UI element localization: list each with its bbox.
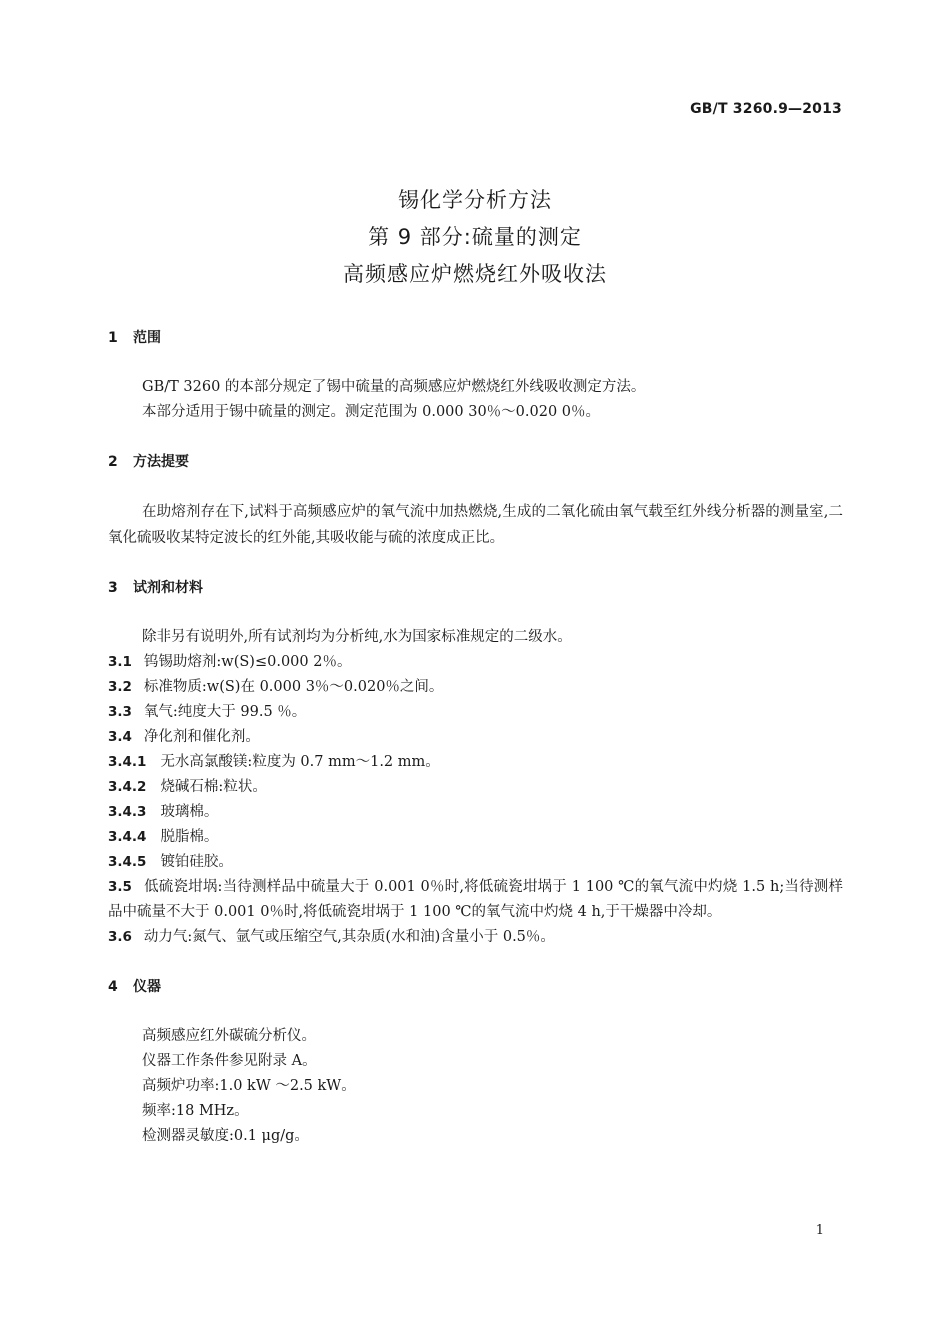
clause-text: 无水高氯酸镁:粒度为 0.7 mm～1.2 mm。 xyxy=(160,754,440,770)
section-title: 范围 xyxy=(133,330,161,346)
scope-line: GB/T 3260 的本部分规定了锡中硫量的高频感应炉燃烧红外线吸收测定方法。 xyxy=(142,379,646,395)
scope-line: 本部分适用于锡中硫量的测定。测定范围为 0.000 30％～0.020 0％。 xyxy=(142,404,601,420)
section-heading-principle xyxy=(108,449,843,475)
reagent-item xyxy=(108,825,843,850)
clause-text: 镀铂硅胶。 xyxy=(160,854,233,870)
clause-number: 3.4.1 xyxy=(108,754,147,770)
title-line-1: 锡化学分析方法 xyxy=(398,188,552,212)
apparatus-line: 高频炉功率:1.0 kW ～2.5 kW。 xyxy=(142,1078,356,1094)
reagent-item xyxy=(108,850,843,875)
section-number: 2 xyxy=(108,454,118,470)
clause-text: 脱脂棉。 xyxy=(160,829,219,845)
clause-number: 3.6 xyxy=(108,929,132,945)
clause-number: 3.4.3 xyxy=(108,804,147,820)
reagent-item xyxy=(108,750,843,775)
standard-number: GB/T 3260.9—2013 xyxy=(690,101,842,117)
section-heading-scope xyxy=(108,325,843,351)
apparatus-line: 高频感应红外碳硫分析仪。 xyxy=(142,1028,316,1044)
clause-text: 低硫瓷坩埚:当待测样品中硫量大于 0.001 0％时,将低硫瓷坩埚于 1 100 ℃的氧气流中灼烧 1.5 h;当待测样品中硫量不大于 0.001 0％时,将低硫瓷坩埚于 1 100 ℃的氧气流中灼烧 4 h,于干燥器中冷却。 xyxy=(108,879,843,920)
reagent-item xyxy=(108,925,843,950)
clause-text: 玻璃棉。 xyxy=(160,804,219,820)
section-title: 试剂和材料 xyxy=(133,580,203,596)
clause-number: 3.2 xyxy=(108,679,132,695)
clause-number: 3.3 xyxy=(108,704,132,720)
section-heading-apparatus xyxy=(108,974,843,1000)
apparatus-line: 仪器工作条件参见附录 A。 xyxy=(142,1053,317,1069)
document-title xyxy=(0,182,950,293)
clause-text: 氧气:纯度大于 99.5 ％。 xyxy=(143,704,307,720)
section-number: 1 xyxy=(108,330,118,346)
apparatus-line: 频率:18 MHz。 xyxy=(142,1103,249,1119)
section-number: 3 xyxy=(108,580,118,596)
section-number: 4 xyxy=(108,979,118,995)
clause-text: 烧碱石棉:粒状。 xyxy=(160,779,267,795)
reagents-intro: 除非另有说明外,所有试剂均为分析纯,水为国家标准规定的二级水。 xyxy=(142,629,572,645)
clause-number: 3.4 xyxy=(108,729,132,745)
clause-text: 标准物质:w(S)在 0.000 3％～0.020％之间。 xyxy=(143,679,444,695)
document-body xyxy=(108,325,843,1149)
reagent-item xyxy=(108,650,843,675)
reagent-item xyxy=(108,700,843,725)
title-line-2: 第 9 部分:硫量的测定 xyxy=(368,225,582,249)
page-number: 1 xyxy=(815,1223,824,1238)
clause-number: 3.4.4 xyxy=(108,829,147,845)
apparatus-line: 检测器灵敏度:0.1 μg/g。 xyxy=(142,1128,309,1144)
title-line-3: 高频感应炉燃烧红外吸收法 xyxy=(343,262,607,286)
clause-number: 3.4.2 xyxy=(108,779,147,795)
reagent-item xyxy=(108,800,843,825)
clause-number: 3.1 xyxy=(108,654,132,670)
clause-text: 净化剂和催化剂。 xyxy=(143,729,260,745)
reagent-item xyxy=(108,725,843,750)
reagent-item xyxy=(108,675,843,700)
reagent-item xyxy=(108,775,843,800)
reagent-list xyxy=(108,650,843,950)
section-title: 仪器 xyxy=(133,979,161,995)
principle-paragraph: 在助熔剂存在下,试料于高频感应炉的氧气流中加热燃烧,生成的二氧化硫由氧气载至红外线分析器的测量室,二氧化硫吸收某特定波长的红外能,其吸收能与硫的浓度成正比。 xyxy=(108,504,843,546)
section-heading-reagents xyxy=(108,575,843,601)
section-title: 方法提要 xyxy=(133,454,189,470)
clause-number: 3.4.5 xyxy=(108,854,147,870)
clause-text: 钨锡助熔剂:w(S)≤0.000 2％。 xyxy=(143,654,352,670)
clause-number: 3.5 xyxy=(108,879,132,895)
reagent-item xyxy=(108,875,843,925)
clause-text: 动力气:氮气、氩气或压缩空气,其杂质(水和油)含量小于 0.5％。 xyxy=(143,929,555,945)
